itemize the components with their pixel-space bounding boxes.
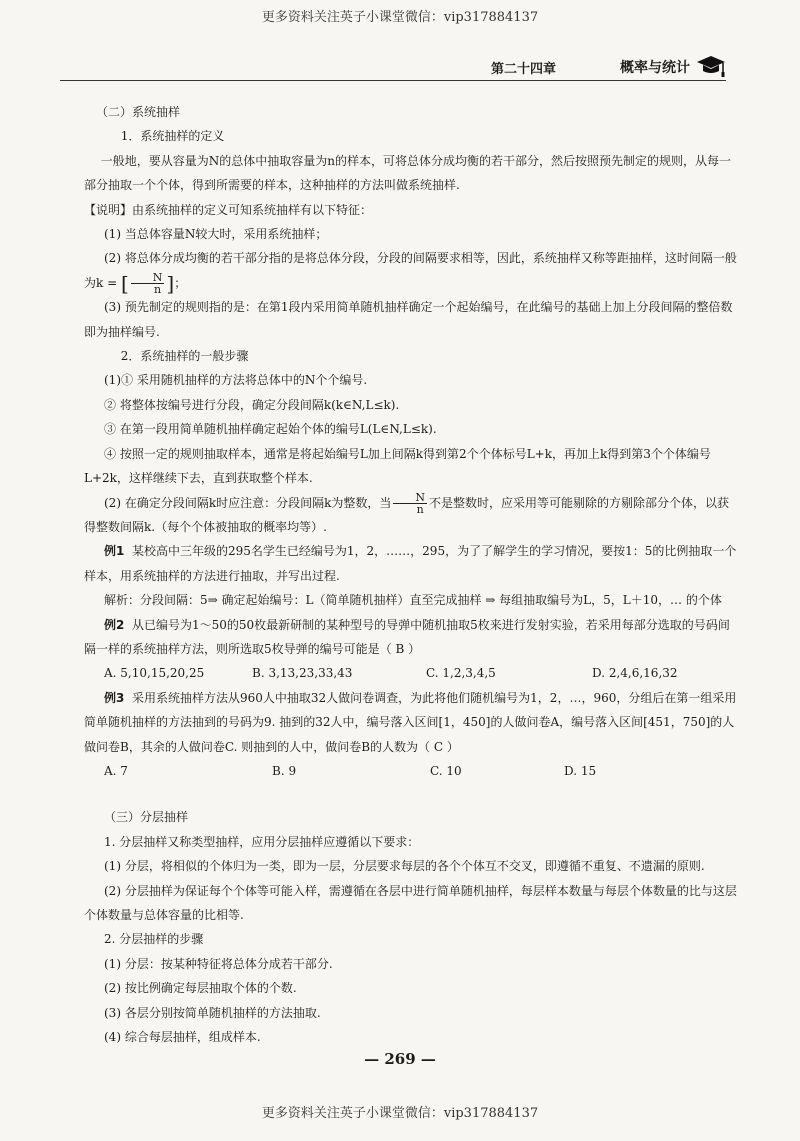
frac-denominator: n: [154, 282, 162, 296]
example-3: [84, 686, 740, 759]
subsection-definition-title: 1．系统抽样的定义: [120, 129, 225, 144]
option-c: C. 1,2,3,4,5: [426, 666, 496, 681]
example-2-options: [104, 661, 740, 685]
feature-1: (1) 当总体容量N较大时，采用系统抽样；: [104, 227, 328, 242]
example-3-text: 采用系统抽样方法从960人中抽取32人做问卷调查，为此将他们随机编号为1，2，…，960，分组后在第一组采用简单随机抽样的方法抽到的号码为9. 抽到的32人中，编号落入区间[1，450]的人做问卷A，编号落入区间[451，750]的人做问卷B，其余的人做问卷C. 则抽到的人中，做问卷B的人数为（ C ）: [84, 690, 737, 754]
option-d: D. 15: [564, 763, 597, 778]
option-d: D. 2,4,6,16,32: [592, 666, 678, 681]
watermark-top: 更多资料关注英子小课堂微信：vip317884137: [261, 10, 539, 25]
frac-numerator: N: [393, 492, 427, 504]
step-note: [84, 491, 740, 540]
watermark-bottom: 更多资料关注英子小课堂微信：vip317884137: [261, 1106, 539, 1121]
step-3: ③ 在第一段用简单随机抽样确定起始个体的编号L(L∈N,L≤k).: [104, 422, 437, 437]
option-a: A. 5,10,15,20,25: [104, 666, 205, 681]
example-1: [84, 539, 740, 588]
option-b: B. 9: [272, 763, 297, 778]
frac-denominator: n: [416, 502, 424, 516]
step-1: (1)① 采用随机抽样的方法将总体中的N个个编号.: [104, 373, 368, 388]
step-note-text-a: (2) 在确定分段间隔k时应注意：分段间隔k为整数，当: [104, 495, 392, 510]
chapter-label: 第二十四章: [490, 62, 556, 77]
option-b: B. 3,13,23,33,43: [252, 666, 353, 681]
stratified-req-2: (2) 分层抽样为保证每个个体等可能入样，需遵循在各层中进行简单随机抽样，每层样本数量与每层个体数量的比与这层个体数量与总体容量的比相等.: [84, 883, 737, 922]
example-3-label: 例3: [104, 690, 125, 705]
frac-numerator: N: [131, 272, 165, 284]
step-4: ④ 按照一定的规则抽取样本，通常是将起始编号L加上间隔k得到第2个个体标号L+k，再加上k得到第3个个体编号L+2k，这样继续下去，直到获取整个样本.: [84, 446, 711, 486]
feature-2-text: (2) 将总体分成均衡的若干部分指的是将总体分段，分段的间隔要求相等，因此，系统抽样又称等距抽样，这时间隔一般为k =: [84, 251, 737, 290]
example-1-solution: 解析：分段间隔：5⇒ 确定起始编号：L（简单随机抽样）直至完成抽样 ⇒ 每组抽取编号为L，5，L＋10，… 的个体: [104, 593, 722, 608]
fraction-step-note: [393, 492, 427, 515]
subsection-steps-title: 2．系统抽样的一般步骤: [120, 349, 249, 364]
feature-2: (2) 将总体分成均衡的若干部分指的是将总体分段，分段的间隔要求相等，因此，系统抽样又称等距抽样，这时间隔一般为k = [ $\frac{N}{n}$ ]；: [84, 251, 737, 296]
section-title-systematic: （二）系统抽样: [96, 105, 181, 119]
running-header: [60, 54, 726, 81]
section-title-stratified: （三）分层抽样: [104, 810, 189, 825]
page-content: [84, 100, 740, 1049]
stratified-requirements: 1. 分层抽样又称类型抽样，应用分层抽样应遵循以下要求：: [104, 834, 420, 849]
stratified-step-2: (2) 按比例确定每层抽取个体的个数.: [104, 981, 297, 996]
feature-3: (3) 预先制定的规则指的是：在第1段内采用简单随机抽样确定一个起始编号，在此编号的基础上加上分段间隔的整倍数即为抽样编号.: [84, 300, 733, 339]
stratified-step-3: (3) 各层分别按简单随机抽样的方法抽取.: [104, 1005, 321, 1020]
example-2: [84, 613, 740, 662]
stratified-steps-title: 2. 分层抽样的步骤: [104, 932, 204, 947]
step-2: ② 将整体按编号进行分段，确定分段间隔k(k∈N,L≤k).: [104, 397, 400, 412]
definition-paragraph: 一般地，要从容量为N的总体中抽取容量为n的样本，可将总体分成均衡的若干部分，然后按照预先制定的规则，从每一部分抽取一个个体，得到所需要的样本，这种抽样的方法叫做系统抽样.: [84, 153, 732, 193]
graduation-cap-icon: [696, 52, 726, 82]
feature-2-end: ；: [174, 275, 187, 290]
step-note-text-b: 不是整数时，应采用等可能剔除的方剔除部分个体，以获得整数间隔k.（每个个体被抽取的概率均等）.: [84, 495, 729, 534]
example-1-label: 例1: [104, 544, 125, 559]
note-heading: 【说明】由系统抽样的定义可知系统抽样有以下特征：: [84, 202, 373, 217]
stratified-step-1: (1) 分层：按某种特征将总体分成若干部分.: [104, 956, 333, 971]
example-3-options: [104, 759, 740, 783]
example-2-text: 从已编号为1～50的50枚最新研制的某种型号的导弹中随机抽取5枚来进行发射实验，若采用每部分选取的号码间隔一样的系统抽样方法，则所选取5枚导弹的编号可能是（ B ）: [84, 617, 730, 656]
page-number: — 269 —: [364, 1050, 436, 1068]
example-2-label: 例2: [104, 617, 125, 632]
stratified-req-1: (1) 分层，将相似的个体归为一类，即为一层，分层要求每层的各个个体互不交叉，即遵循不重复、不遗漏的原则.: [104, 859, 705, 874]
option-c: C. 10: [430, 763, 462, 778]
chapter-title: 概率与统计: [620, 60, 690, 76]
stratified-step-4: (4) 综合每层抽样，组成样本.: [104, 1030, 261, 1045]
example-1-text: 某校高中三年级的295名学生已经编号为1，2，……，295，为了了解学生的学习情况，要按1：5的比例抽取一个样本，用系统抽样的方法进行抽取，并写出过程.: [84, 544, 737, 583]
fraction-n-over-n: [131, 272, 165, 295]
option-a: A. 7: [104, 763, 128, 778]
